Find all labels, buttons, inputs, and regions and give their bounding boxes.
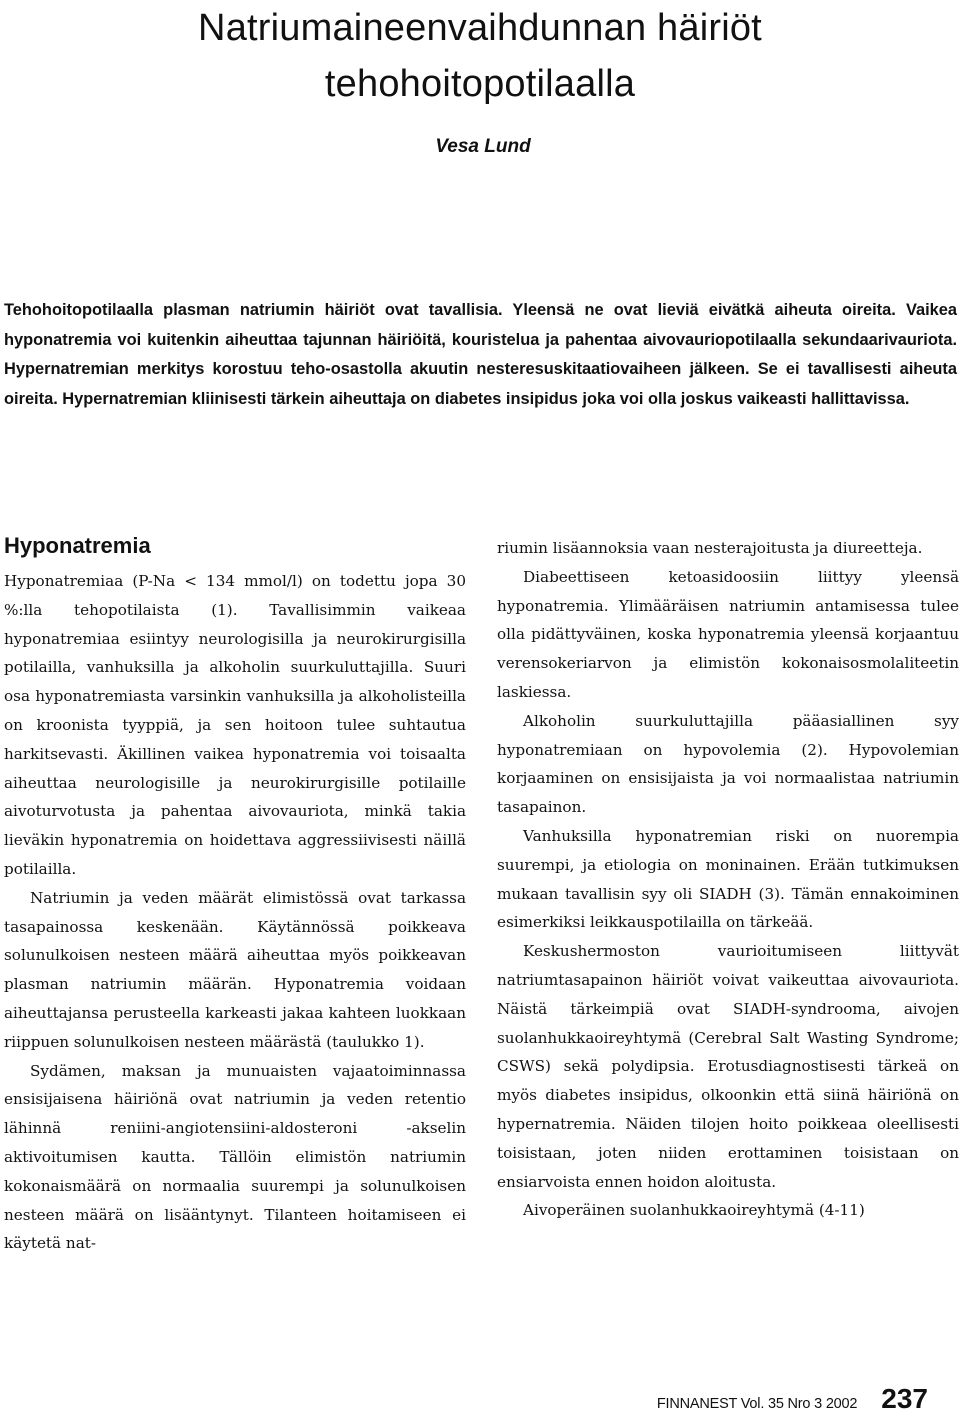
body-paragraph: riumin lisäannoksia vaan nesterajoitusta ja diureetteja. <box>497 539 923 557</box>
body-paragraph: Alkoholin suurkuluttajilla pääasiallinen syy hyponatremiaan on hypovolemia (2). Hypovolemian korjaaminen on ensisijaista ja voi normaalistaa natriumin tasapainon. <box>497 711 959 817</box>
body-paragraph: Vanhuksilla hyponatremian riski on nuorempia suurempi, ja etiologia on moninainen. Erään tutkimuksen mukaan tavallisin syy oli SIADH (3). Tämän ennakoiminen esimerkiksi leikkauspotilailla on tärkeää. <box>497 826 959 932</box>
body-paragraph: Hyponatremiaa (P-Na < 134 mmol/l) on todettu jopa 30 %:lla tehopotilaista (1). Tavallisimmin vaikeaa hyponatremiaa esiintyy neurologisilla ja neurokirurgisilla potilailla, vanhuksilla ja alkoholin suurkuluttajilla. Suuri osa hyponatremiasta varsinkin vanhuksilla ja alkoholisteilla on kroonista tyyppiä, ja sen hoitoon tulee suhtautua harkitsevasti. Äkillinen vaikea hyponatremia voi toisaalta aiheuttaa neurologisille ja neurokirurgisille potilaille aivoturvotusta ja pahentaa aivovauriota, minkä takia lieväkin hyponatremia on hoidettava aggressiivisesti näillä potilailla. <box>4 572 466 878</box>
right-column <box>497 534 959 1225</box>
body-paragraph: Sydämen, maksan ja munuaisten vajaatoiminnassa ensisijaisena häiriönä ovat natriumin ja veden retentio lähinnä reniini-angiotensiini-aldosteroni -akselin aktivoitumisen kautta. Tällöin elimistön natriumin kokonaismäärä on normaalia suurempi ja solunulkoisen nesteen määrä on lisääntynyt. Tilanteen hoitamiseen ei käytetä nat- <box>4 1061 466 1253</box>
author-name: Vesa Lund <box>435 136 531 157</box>
body-paragraph: Diabeettiseen ketoasidoosiin liittyy yleensä hyponatremia. Ylimääräisen natriumin antamisessa tulee olla pidättyväinen, koska hyponatremia yleensä korjaantuu verensokeriarvon ja elimistön kokonaisosmolaliteetin laskiessa. <box>497 567 959 701</box>
left-column <box>4 531 466 1258</box>
journal-citation: FINNANEST Vol. 35 Nro 3 2002 <box>656 1396 858 1412</box>
abstract: Tehohoitopotilaalla plasman natriumin häiriöt ovat tavallisia. Yleensä ne ovat lieviä eivätkä aiheuta oireita. Vaikea hyponatremia voi kuitenkin aiheuttaa tajunnan häiriöitä, kouristelua ja pahentaa aivovauriopotilaalla sekundaarivauriota. Hypernatremian merkitys korostuu teho-osastolla akuutin nesteresuskitaatiovaiheen jälkeen. Se ei tavallisesti aiheuta oireita. Hypernatremian kliinisesti tärkein aiheuttaja on diabetes insipidus joka voi olla joskus vaikeasti hallittavissa. <box>4 301 957 408</box>
page-footer <box>657 1383 928 1415</box>
page-number: 237 <box>881 1383 928 1414</box>
body-paragraph: Natriumin ja veden määrät elimistössä ovat tarkassa tasapainossa keskenään. Käytännössä poikkeava solunulkoisen nesteen määrä aiheuttaa myös poikkeavan plasman natriumin määrän. Hyponatremia voidaan aiheuttajansa perusteella karkeasti jakaa kahteen luokkaan riippuen solunulkoisen nesteen määrästä (taulukko 1). <box>4 888 466 1051</box>
body-paragraph: Aivoperäinen suolanhukkaoireyhtymä (4-11) <box>523 1201 865 1220</box>
section-heading: Hyponatremia <box>4 533 151 558</box>
article-title: Natriumaineenvaihdunnan häiriöt tehohoitopotilaalla <box>198 7 762 105</box>
body-paragraph: Keskushermoston vaurioitumiseen liittyvät natriumtasapainon häiriöt voivat vaikeuttaa aivovauriota. Näistä tärkeimpiä ovat SIADH-syndrooma, aivojen suolanhukkaoireyhtymä (Cerebral Salt Wasting Syndrome; CSWS) sekä polydipsia. Erotusdiagnostisesti tärkeä on myös diabetes insipidus, olkoonkin että siinä häiriönä on hypernatremia. Näiden tilojen hoito poikkeaa oleellisesti toisistaan, joten niiden erottaminen toisistaan on ensiarvoista ennen hoidon aloitusta. <box>497 942 959 1191</box>
